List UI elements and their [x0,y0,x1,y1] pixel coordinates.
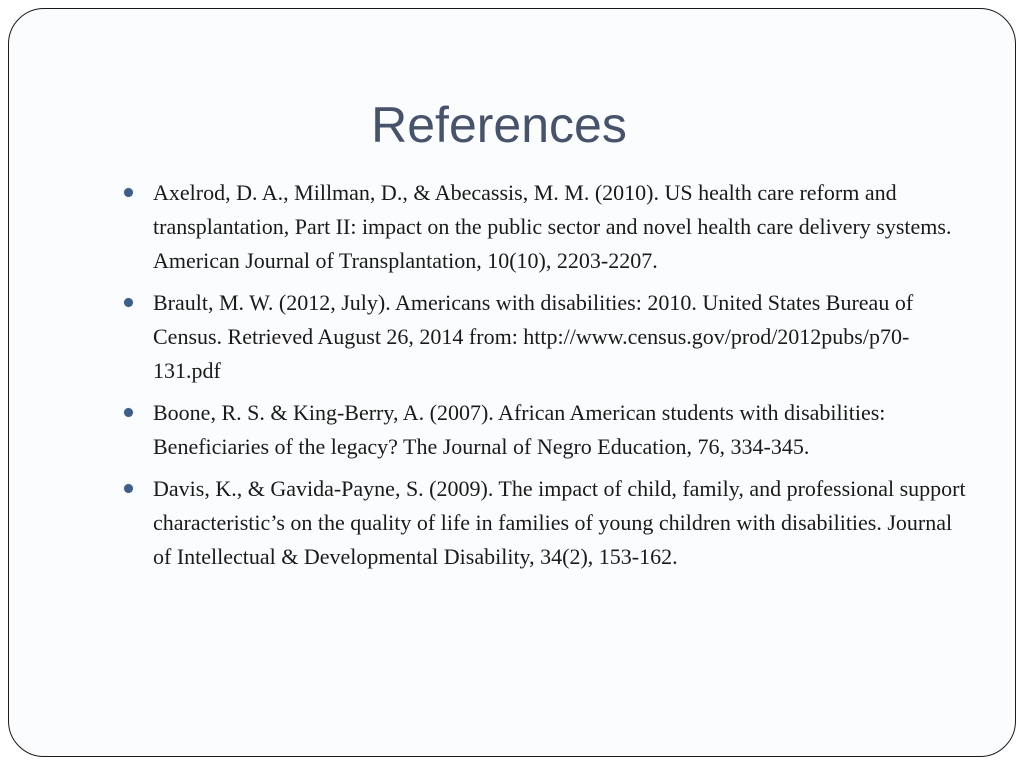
reference-text: Davis, K., & Gavida-Payne, S. (2009). The impact of child, family, and professional support characteristic’s on the quality of life in families of young children with disabilities. Journal of Intellectual & Developmental Disability, 34(2), 153-162. [153,476,966,569]
reference-item [119,286,969,388]
slide-frame [8,8,1016,757]
reference-text: Axelrod, D. A., Millman, D., & Abecassis, M. M. (2010). US health care reform and transplantation, Part II: impact on the public sector and novel health care delivery systems. American Journal of Transplantation, 10(10), 2203-2207. [153,180,952,273]
bullet-icon [124,408,133,417]
reference-item [119,472,969,574]
bullet-icon [124,484,133,493]
reference-item [119,176,969,278]
reference-item [119,396,969,464]
reference-list [119,176,969,582]
reference-text: Brault, M. W. (2012, July). Americans with disabilities: 2010. United States Bureau of Census. Retrieved August 26, 2014 from: http://www.census.gov/prod/2012pubs/p70-131.pdf [153,290,914,383]
reference-text: Boone, R. S. & King-Berry, A. (2007). African American students with disabilities: Beneficiaries of the legacy? The Journal of Negro Education, 76, 334-345. [153,400,886,459]
slide-title: References [371,97,627,153]
bullet-icon [124,188,133,197]
bullet-icon [124,298,133,307]
